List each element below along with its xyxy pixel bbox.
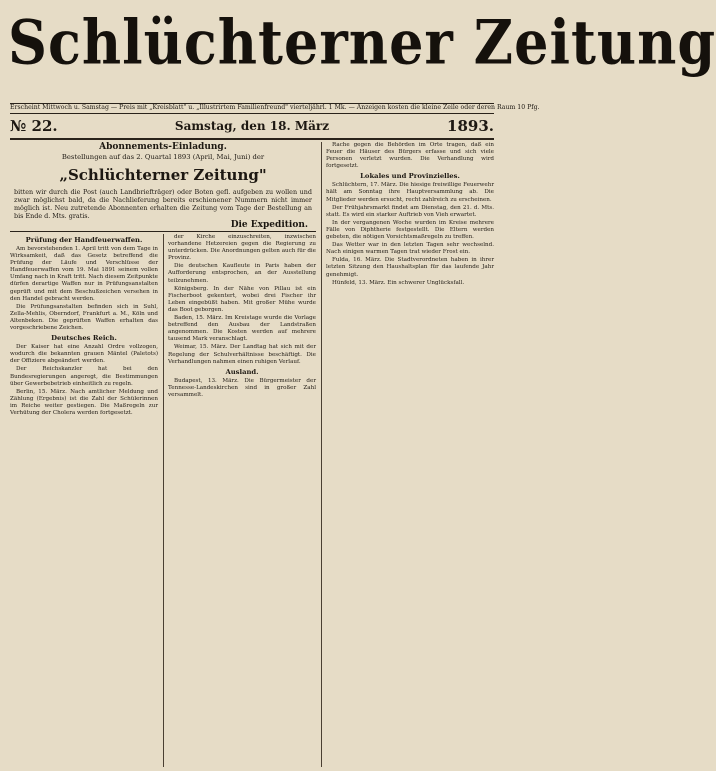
ad-subheading: Bestellungen auf das 2. Quartal 1893 (April, Mai, Juni) der [61,153,265,161]
article-paragraph: Hünfeld, 13. März. Ein schwerer Unglücksfall. [332,279,465,286]
article-paragraph: Schlüchtern, 17. März. Die hiesige freiwillige Feuerwehr hält am Sonntag ihre Hauptversammlung ab. Die Mitglieder werden ersucht, recht zahlreich zu erscheinen. [326,182,494,203]
ad-signature: Die Expedition. [230,220,308,230]
left-column [10,234,158,767]
article-paragraph: Berlin, 15. März. Nach amtlicher Meldung und Zählung (Ergebnis) ist die Zahl der Schülerinnen im Reiche weiter gestiegen. Die Maßregeln zur Verhütung der Cholera werden fortgesetzt. [10,388,158,416]
article-paragraph: Die deutschen Kaufleute in Paris haben der Aufforderung entsprochen, an der Ausstellung teilzunehmen. [168,263,316,284]
ad-body: bitten wir durch die Post (auch Landbriefträger) oder Boten gefl. aufgeben zu wollen und zwar möglichst bald, da die Nachlieferung bereits erschienener Nummern nicht immer möglich ist. Neu zutretende Abonnenten erhalten die Zeitung vom Tage der Bestellung an bis Ende d. Mts. gratis. [14,188,312,220]
issue-row [10,116,494,136]
article-paragraph: Der Frühjahrsmarkt findet am Dienstag, den 21. d. Mts. statt. Es wird ein starker Auftrieb von Vieh erwartet. [326,204,494,218]
subscription-ad [10,142,316,230]
subscription-line: Erscheint Mittwoch u. Samstag — Preis mit „Kreisblatt" u. „Illustrirtem Familienfreund" vierteljährl. 1 Mk. — Anzeigen kosten die kleine Zeile oder deren Raum 10 Pfg. [10,104,540,111]
section-heading: Deutsches Reich. [51,334,117,343]
article-paragraph: Weimar, 15. März. Der Landtag hat sich mit der Regelung der Schulverhältnisse beschäftigt. Die Verhandlungen nahmen einen ruhigen Verlauf. [168,344,316,365]
issue-date: Samstag, den 18. März [174,119,330,133]
divider [10,231,316,232]
article-paragraph: Die Prüfungsanstalten befinden sich in Suhl, Zella-Mehlis, Oberndorf, Frankfurt a. M., Köln und Altenbeken. Die geprüften Waffen erhalten das vorgeschriebene Zeichen. [10,303,158,332]
masthead-title: Schlüchterner Zeitung [8,6,716,78]
divider [10,138,494,140]
issue-year: 1893. [447,117,494,135]
article-paragraph: Budapest, 13. März. Die Bürgermeister der Tennesse-Landeskirchen sind in großer Zahl versammelt. [168,377,316,398]
article-paragraph: Der Reichskanzler hat bei den Bundesregierungen angeregt, die Bestimmungen über Gewerbebetrieb einheitlich zu regeln. [10,366,158,387]
article-paragraph: Fulda, 16. März. Die Stadtverordneten haben in ihrer letzten Sitzung den Haushaltsplan für das laufende Jahr genehmigt. [326,257,494,278]
column-rule [321,142,322,767]
column-rule [163,234,164,767]
section-heading: Ausland. [225,367,259,376]
divider [10,113,494,114]
article-paragraph: Der Kaiser hat eine Anzahl Ordre vollzogen, wodurch die bekannten grauen Mäntel (Paletots) der Offiziere abgeändert werden. [10,344,158,365]
article-paragraph: Rache gegen die Behörden im Orte tragen, daß ein Feuer die Häuser des Bürgers erfasse und sich viele Personen verletzt wurden. Die Verhandlung wird fortgesetzt. [326,142,494,170]
article-paragraph: Am bevorstehenden 1. April tritt von dem Tage in Wirksamkeit, daß das Gesetz betreffend die Prüfung der Läufe und Verschlüsse der Handfeuerwaffen vom 19. Mai 1891 seinem vollen Umfang nach in Kraft tritt. Nach diesem Zeitpunkte dürfen derartige Waffen nur in Prüfungsanstalten geprüft und mit dem Beschußzeichen versehen in den Handel gebracht werden. [10,246,158,302]
article-paragraph: Das Wetter war in den letzten Tagen sehr wechselnd. Nach einigen warmen Tagen trat wieder Frost ein. [326,242,494,256]
article-paragraph: In der vergangenen Woche wurden im Kreise mehrere Fälle von Diphtherie festgestellt. Die Eltern werden gebeten, die nötigen Vorsichtsmaßregeln zu treffen. [326,219,494,241]
article-paragraph: Baden, 15. März. Im Kreistage wurde die Vorlage betreffend den Ausbau der Landstraßen angenommen. Die Kosten werden auf mehrere tausend Mark veranschlagt. [168,315,316,343]
issue-number: № 22. [10,117,58,135]
article-paragraph: der Kirche einzuschreiten, inzwischen vorhandene Hetzereien gegen die Regierung zu unterdrücken. Die Anordnungen gelten auch für die Provinz. [168,234,316,262]
article-paragraph: Königsberg. In der Nähe von Pillau ist ein Fischerboot gekentert, wobei drei Fischer ihr Leben eingebüßt haben. Mit großer Mühe wurde das Boot geborgen. [168,285,316,313]
middle-column [168,234,316,767]
right-column [326,142,494,767]
ad-heading: Abonnements-Einladung. [99,142,227,152]
section-heading: Lokales und Provinzielles. [360,172,460,181]
ad-newspaper-name: „Schlüchterner Zeitung" [59,166,267,184]
section-heading: Prüfung der Handfeuerwaffen. [25,236,143,244]
